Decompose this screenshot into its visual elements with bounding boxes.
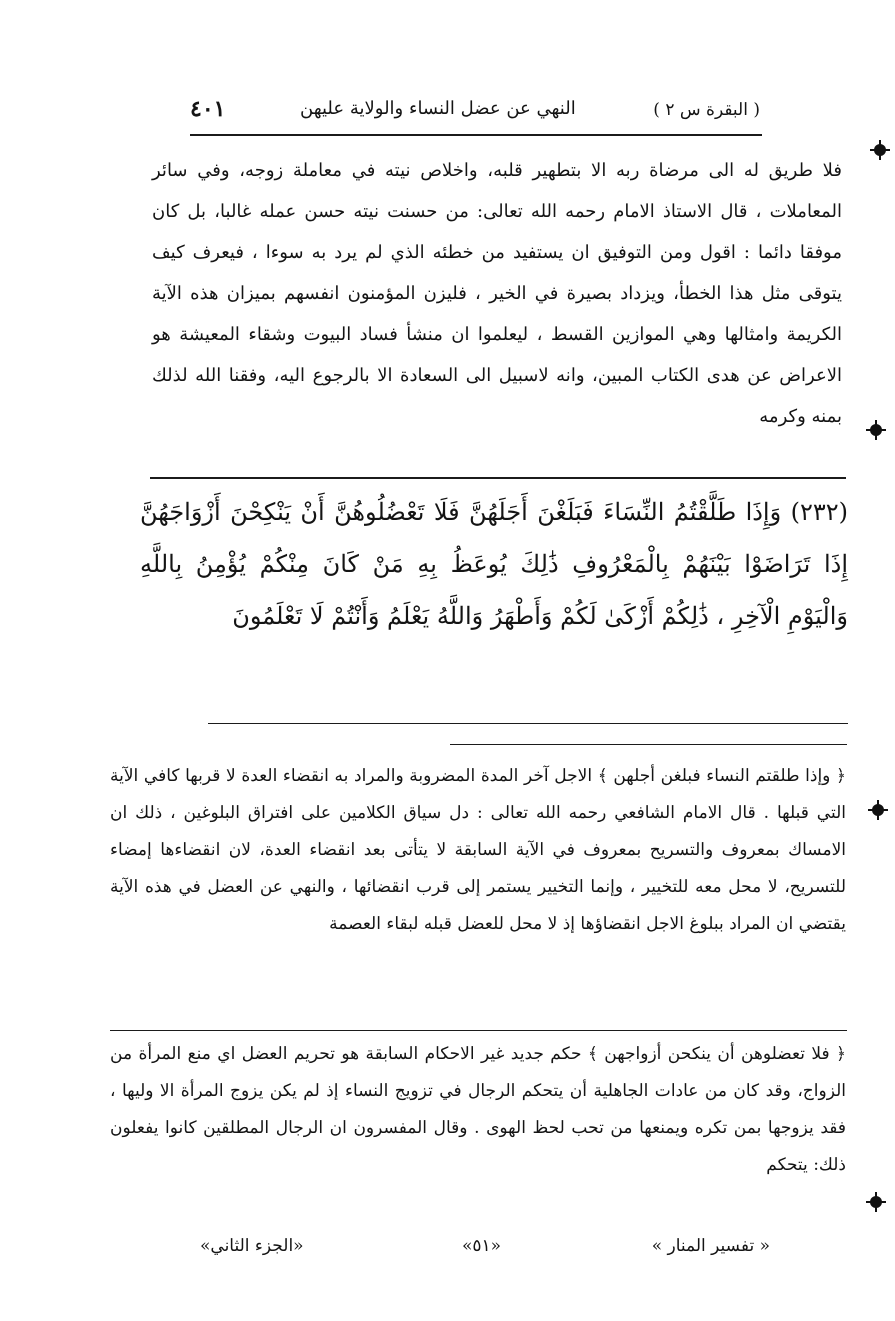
verse-bottom-rule <box>208 723 848 724</box>
notes-divider-rule <box>110 1030 847 1031</box>
binding-hole-icon <box>870 1196 882 1208</box>
surah-reference: ( البقرة س ٢ ) <box>653 100 760 120</box>
commentary-paragraph: فلا طريق له الى مرضاة ربه الا بتطهير قلبه، واخلاص نيته في معاملة زوجه، وفي سائر المعاملات ، قال الاستاذ الامام رحمه الله تعالى: من حسنت نيته حسن عمله غالبا، بل كان موفقا دائما : اقول ومن التوفيق ان يستفيد من خطئه الذي لم يرد به سوءا ، فيعرف كيف يتوقى مثل هذا الخطأ، ويزداد بصيرة في الخير ، فليزن المؤمنون انفسهم بميزان هذه الآية الكريمة وامثالها وهي الموازين القسط ، ليعلموا ان منشأ فساد البيوت وشقاء المعيشة هو الاعراض عن هدى الكتاب المبين، وانه لاسبيل الى السعادة الا بالرجوع اليه، وفقنا الله لذلك بمنه وكرمه <box>152 160 842 427</box>
footer-book-title: « تفسير المنار » <box>651 1236 770 1256</box>
verse-top-rule <box>150 477 846 479</box>
header-rule <box>190 134 762 136</box>
quran-verse: (٢٣٢) وَإِذَا طَلَّقْتُمُ النِّسَاءَ فَبَلَغْنَ أَجَلَهُنَّ فَلَا تَعْضُلُوهُنَّ أَنْ يَنْكِحْنَ أَزْوَاجَهُنَّ إِذَا تَرَاضَوْا بَيْنَهُمْ بِالْمَعْرُوفِ ذَٰلِكَ يُوعَظُ بِهِ مَنْ كَانَ مِنْكُمْ يُؤْمِنُ بِاللَّهِ وَالْيَوْمِ الْآخِرِ ، ذَٰلِكُمْ أَزْكَىٰ لَكُمْ وَأَطْهَرُ وَاللَّهُ يَعْلَمُ وَأَنْتُمْ لَا تَعْلَمُونَ <box>140 498 848 630</box>
notes-paragraph-2: ﴿ فلا تعضلوهن أن ينكحن أزواجهن ﴾ حكم جديد غير الاحكام السابقة هو تحريم العضل اي منع المرأة من الزواج، وقد كان من عادات الجاهلية أن يتحكم الرجال في تزويج النساء إذ لم يكن يزوج المرأة الا وليها ، فقد يزوجها بمن تكره ويمنعها من تحب لحظ الهوى . وقال المفسرون ان الرجال المطلقين كانوا يفعلون ذلك: يتحكم <box>110 1044 846 1175</box>
footer-page-marker: «٥١» <box>462 1236 502 1256</box>
notes-paragraph-1: ﴿ وإذا طلقتم النساء فبلغن أجلهن ﴾ الاجل آخر المدة المضروبة والمراد به انقضاء العدة لا قربها كافي الآية التي قبلها . قال الامام الشافعي رحمه الله تعالى : دل سياق الكلامين على افتراق البلوغين ، ذلك ان الامساك بمعروف والتسريح بمعروف في الآية السابقة لا يتأتى بعد انقضاء العدة، لان انقضاءها إمضاء للتسريح، لا محل معه للتخيير ، وإنما التخيير يستمر إلى قرب انقضائها ، والنهي عن العضل في هذه الآية يقتضي ان المراد ببلوغ الاجل انقضاؤها إذ لا محل للعضل قبله لبقاء العصمة <box>110 766 846 934</box>
binding-hole-icon <box>872 804 884 816</box>
page-number: ٤٠١ <box>190 96 226 122</box>
footer-volume: «الجزء الثاني» <box>200 1236 304 1256</box>
binding-hole-icon <box>874 144 886 156</box>
header-title: النهي عن عضل النساء والولاية عليهن <box>300 98 576 119</box>
binding-hole-icon <box>870 424 882 436</box>
notes-separator-rule <box>450 744 847 745</box>
running-header <box>190 94 760 134</box>
page-footer <box>200 1236 770 1266</box>
